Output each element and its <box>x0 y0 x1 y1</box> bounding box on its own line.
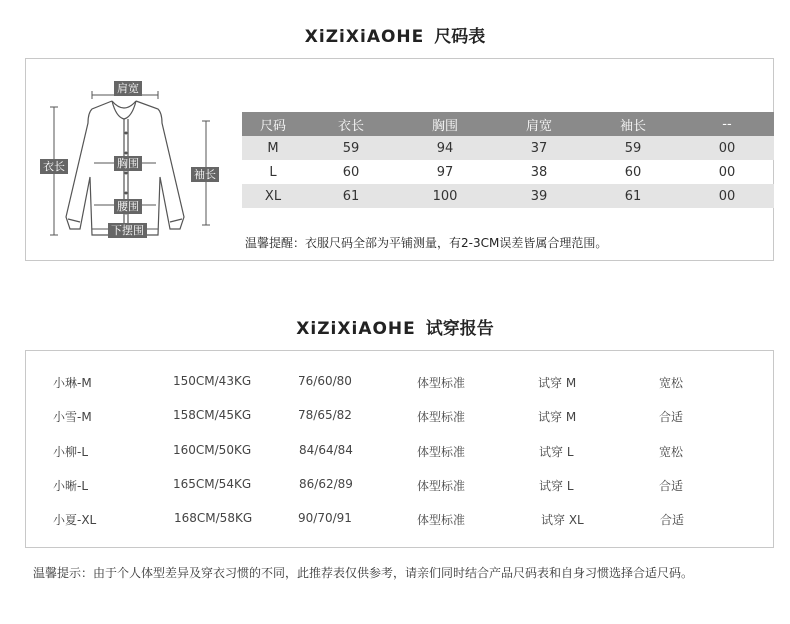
tryon-report-heading: 试穿报告 <box>425 319 494 339</box>
measurements: 90/70/91 <box>298 511 352 525</box>
body-type: 体型标准 <box>417 376 466 390</box>
model-name: 小雪-M <box>53 410 92 424</box>
measurement-reminder: 温馨提醒：衣服尺码全部为平铺测量，有2-3CM误差皆属合理范围。 <box>245 236 608 250</box>
fit-result: 宽松 <box>659 376 684 390</box>
model-name: 小晰-L <box>53 479 89 493</box>
diagram-label-hem: 下摆围 <box>108 223 147 238</box>
table-cell: 38 <box>530 164 548 180</box>
fit-result: 合适 <box>659 479 684 493</box>
size-table <box>242 112 774 208</box>
body-type: 体型标准 <box>417 445 466 459</box>
height-weight: 160CM/50KG <box>173 443 252 457</box>
column-header: 袖长 <box>619 118 646 134</box>
table-cell: 37 <box>530 140 548 156</box>
model-name: 小柳-L <box>53 445 89 459</box>
size-chart-panel <box>25 58 774 261</box>
table-cell: 61 <box>342 188 360 204</box>
brand-logo-text: XiZiXiAOHE <box>296 319 416 339</box>
diagram-label-length: 衣长 <box>40 159 68 174</box>
table-cell: 61 <box>624 188 642 204</box>
diagram-label-shoulder: 肩宽 <box>114 81 142 96</box>
measurements: 78/65/82 <box>298 408 352 422</box>
height-weight: 165CM/54KG <box>173 477 252 491</box>
fit-result: 宽松 <box>659 445 684 459</box>
tried-size: 试穿 XL <box>541 513 584 527</box>
table-cell: 97 <box>436 164 454 180</box>
size-table-header <box>242 112 774 136</box>
column-header: 尺码 <box>259 118 286 134</box>
column-header: 肩宽 <box>525 118 552 134</box>
column-header: -- <box>722 116 732 132</box>
body-type: 体型标准 <box>417 513 466 527</box>
body-type: 体型标准 <box>417 410 466 424</box>
list-item <box>26 443 775 463</box>
measurements: 84/64/84 <box>299 443 353 457</box>
table-cell: 60 <box>342 164 360 180</box>
table-cell: L <box>269 164 277 180</box>
fit-result: 合适 <box>660 513 685 527</box>
tried-size: 试穿 M <box>538 376 577 390</box>
table-row <box>242 184 774 208</box>
measurements: 86/62/89 <box>299 477 353 491</box>
tryon-report-title <box>0 314 790 339</box>
table-cell: 94 <box>436 140 454 156</box>
model-name: 小琳-M <box>53 376 92 390</box>
measurements: 76/60/80 <box>298 374 352 388</box>
tried-size: 试穿 L <box>539 445 574 459</box>
tryon-report-panel <box>25 350 774 548</box>
shirt-diagram <box>26 59 226 259</box>
table-cell: 00 <box>718 188 736 204</box>
table-cell: 60 <box>624 164 642 180</box>
list-item <box>26 374 775 394</box>
table-cell: 00 <box>718 140 736 156</box>
height-weight: 150CM/43KG <box>173 374 252 388</box>
table-row <box>242 160 774 184</box>
size-chart-title <box>0 22 790 47</box>
tried-size: 试穿 M <box>538 410 577 424</box>
model-name: 小夏-XL <box>53 513 97 527</box>
column-header: 胸围 <box>431 118 458 134</box>
table-cell: 100 <box>432 188 458 204</box>
size-chart-heading: 尺码表 <box>434 27 486 47</box>
list-item <box>26 408 775 428</box>
table-cell: 59 <box>624 140 642 156</box>
table-cell: 39 <box>530 188 548 204</box>
table-cell: 00 <box>718 164 736 180</box>
list-item <box>26 477 775 497</box>
tried-size: 试穿 L <box>539 479 574 493</box>
footer-reminder: 温馨提示：由于个人体型差异及穿衣习惯的不同，此推荐表仅供参考，请亲们同时结合产品尺码表和自身习惯选择合适尺码。 <box>33 566 694 580</box>
list-item <box>26 511 775 531</box>
diagram-label-chest: 胸围 <box>114 156 142 171</box>
column-header: 衣长 <box>337 118 364 134</box>
table-cell: 59 <box>342 140 360 156</box>
body-type: 体型标准 <box>417 479 466 493</box>
diagram-label-waist: 腰围 <box>114 199 142 214</box>
table-row <box>242 136 774 160</box>
diagram-label-sleeve: 袖长 <box>191 167 219 182</box>
fit-result: 合适 <box>659 410 684 424</box>
height-weight: 168CM/58KG <box>174 511 253 525</box>
table-cell: XL <box>264 188 282 204</box>
brand-logo-text: XiZiXiAOHE <box>304 27 425 47</box>
table-cell: M <box>267 140 279 156</box>
height-weight: 158CM/45KG <box>173 408 252 422</box>
